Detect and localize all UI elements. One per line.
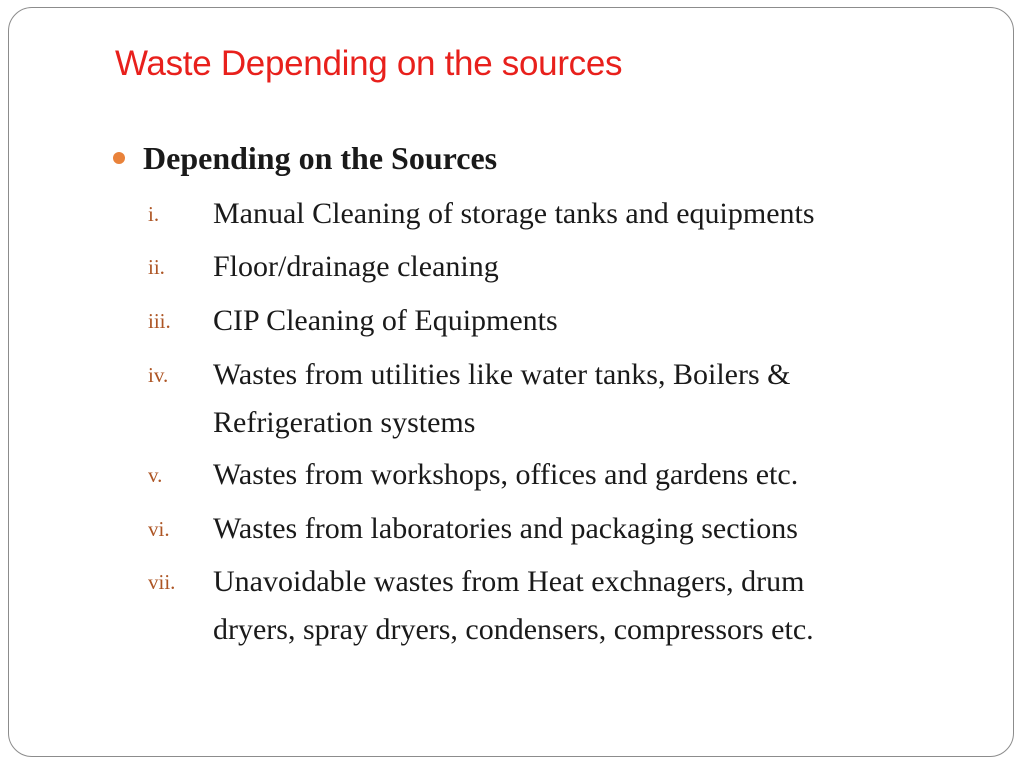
list-item-numeral: iii. bbox=[148, 309, 171, 333]
list-item-text bbox=[213, 190, 815, 238]
list-item-line: dryers, spray dryers, condensers, compressors etc. bbox=[213, 613, 814, 646]
list-item-line: Refrigeration systems bbox=[213, 406, 476, 439]
list-item-line: Wastes from laboratories and packaging sections bbox=[213, 512, 798, 545]
list-item-numeral: ii. bbox=[148, 255, 165, 279]
list-item-numeral: vii. bbox=[148, 570, 176, 594]
list-item-line: Floor/drainage cleaning bbox=[213, 250, 499, 283]
list-item-numeral: v. bbox=[148, 463, 163, 487]
list-item-text bbox=[213, 558, 814, 654]
main-bullet bbox=[113, 137, 497, 179]
list-item-line: Wastes from workshops, offices and gardens etc. bbox=[213, 458, 799, 491]
list-item-text bbox=[213, 243, 499, 291]
list-item-text bbox=[213, 451, 798, 499]
bullet-dot-icon bbox=[113, 152, 125, 164]
list-item-numeral: vi. bbox=[148, 517, 170, 541]
list-item-line: Unavoidable wastes from Heat exchnagers, drum bbox=[213, 565, 805, 598]
list-item-numeral: iv. bbox=[148, 363, 169, 387]
slide-title: Waste Depending on the sources bbox=[115, 44, 623, 83]
list-item-line: Wastes from utilities like water tanks, Boilers & bbox=[213, 358, 791, 391]
list-item-text bbox=[213, 505, 798, 553]
list-item-numeral: i. bbox=[148, 202, 160, 226]
list-item-text bbox=[213, 297, 558, 345]
list-item-line: Manual Cleaning of storage tanks and equipments bbox=[213, 197, 815, 230]
main-bullet-text: Depending on the Sources bbox=[143, 140, 498, 176]
list-item-text bbox=[213, 351, 790, 447]
list-item-line: CIP Cleaning of Equipments bbox=[213, 304, 558, 337]
